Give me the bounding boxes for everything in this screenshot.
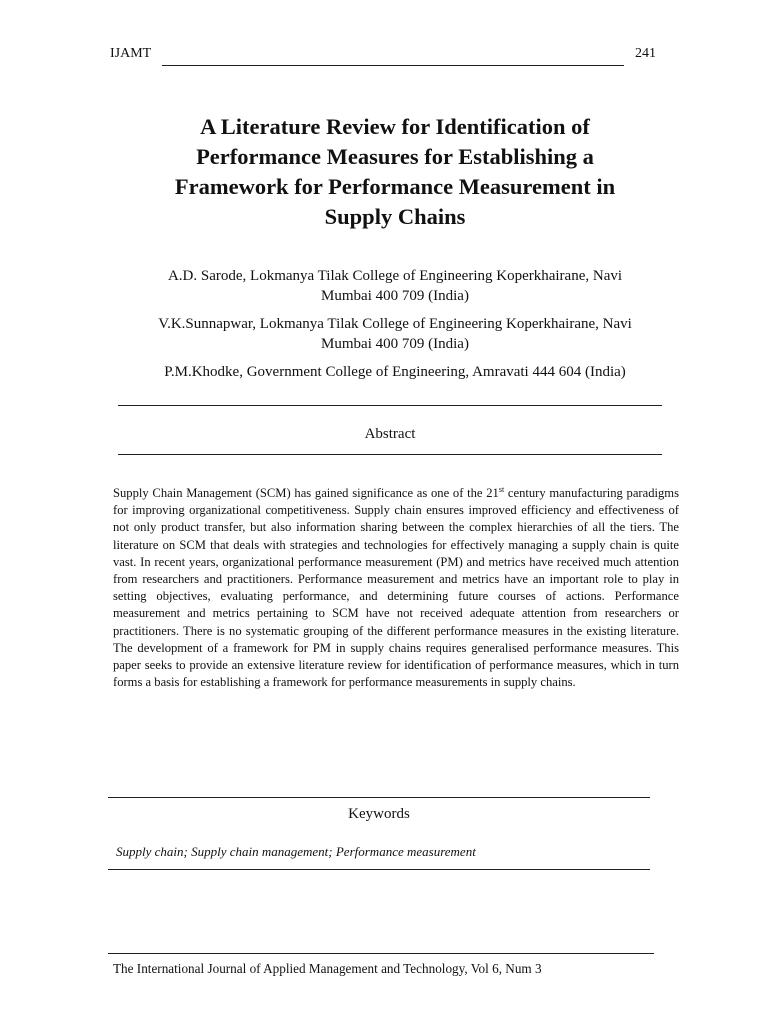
header-rule — [162, 65, 624, 66]
author-list — [105, 266, 685, 390]
author-line: Mumbai 400 709 (India) — [321, 336, 469, 352]
author-line: P.M.Khodke, Government College of Engineering, Amravati 444 604 (India) — [164, 364, 626, 380]
title-line: Performance Measures for Establishing a — [196, 144, 594, 169]
abstract-text-start: Supply Chain Management (SCM) has gained significance as one of the 21 — [113, 486, 499, 500]
journal-footer: The International Journal of Applied Management and Technology, Vol 6, Num 3 — [113, 961, 542, 976]
abstract-bottom-rule — [118, 454, 662, 455]
author-affiliation — [105, 266, 685, 306]
abstract-text — [113, 485, 679, 691]
keywords-heading: Keywords — [348, 806, 410, 822]
author-line: Mumbai 400 709 (India) — [321, 288, 469, 304]
title-line: Framework for Performance Measurement in — [174, 174, 616, 199]
keywords-bottom-rule — [108, 869, 650, 870]
page-number: 241 — [631, 46, 656, 62]
footer-rule — [108, 953, 654, 954]
paper-title — [100, 112, 690, 232]
abstract-top-rule — [118, 405, 662, 406]
author-line: V.K.Sunnapwar, Lokmanya Tilak College of Engineering Koperkhairane, Navi — [158, 316, 632, 332]
author-affiliation — [105, 314, 685, 354]
author-line: A.D. Sarode, Lokmanya Tilak College of Engineering Koperkhairane, Navi — [167, 268, 623, 284]
title-line: Supply Chains — [324, 204, 466, 229]
abstract-heading: Abstract — [364, 426, 416, 442]
title-line: A Literature Review for Identification of — [200, 114, 590, 139]
author-affiliation — [105, 362, 685, 382]
keywords-top-rule — [108, 797, 650, 798]
abstract-text-rest: century manufacturing paradigms for improving organizational competitiveness. Supply chain ensures improved efficiency and effectiveness of not only product transfer, but also information sharing between the complex hierarchies of all the tiers. The literature on SCM that deals with strategies and technologies for effectively managing a supply chain is quite vast. In recent years, organizational performance measurement (PM) and metrics have received much attention from researchers and practitioners. Performance measurement and metrics have an important role to play in setting objectives, evaluating performance, and determining future courses of actions. Performance measurement and metrics pertaining to SCM have not received adequate attention from researchers or practitioners. There is no systematic grouping of the different performance measures in the existing literature. The development of a framework for PM in supply chains requires generalised performance measures. This paper seeks to provide an extensive literature review for identification of performance measures, which in turn forms a basis for establishing a framework for performance measurements in supply chains. — [113, 486, 680, 690]
ordinal-superscript: st — [498, 484, 505, 494]
running-header — [110, 46, 656, 68]
keywords-text: Supply chain; Supply chain management; Performance measurement — [116, 844, 476, 859]
journal-abbreviation: IJAMT — [110, 46, 155, 62]
